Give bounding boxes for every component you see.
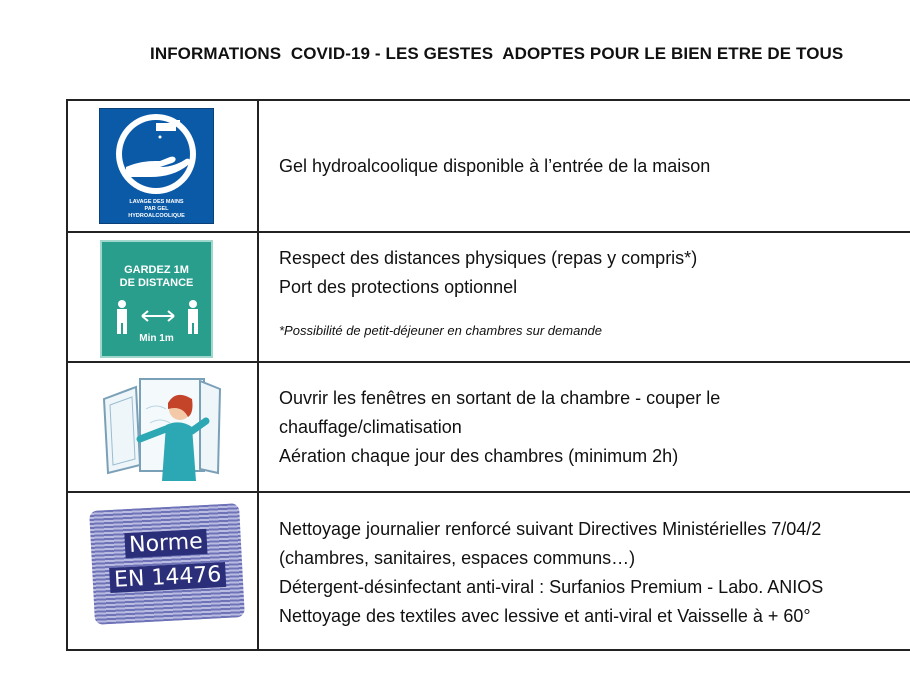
table-row bbox=[68, 493, 910, 651]
social-distance-icon: GARDEZ 1M DE DISTANCE Min 1m bbox=[100, 240, 213, 358]
footnote: *Possibilité de petit-déjeuner en chambres sur demande bbox=[279, 323, 603, 338]
hand-gel-icon: LAVAGE DES MAINS PAR GEL HYDROALCOOLIQUE bbox=[99, 108, 214, 224]
rule-text: Nettoyage des textiles avec lessive et anti-viral et Vaisselle à + 60° bbox=[279, 606, 811, 626]
page-title: INFORMATIONS COVID-19 - LES GESTES ADOPTES POUR LE BIEN ETRE DE TOUS bbox=[150, 44, 844, 63]
table-row bbox=[68, 363, 910, 493]
norme-stamp-icon: Norme EN 14476 bbox=[89, 503, 245, 625]
rule-text: Port des protections optionnel bbox=[279, 277, 518, 297]
open-window-icon bbox=[96, 369, 226, 487]
table-row bbox=[68, 101, 910, 233]
rule-text: chauffage/climatisation bbox=[279, 417, 462, 437]
rule-text: Gel hydroalcoolique disponible à l’entrée de la maison bbox=[279, 156, 711, 176]
rule-text: Nettoyage journalier renforcé suivant Directives Ministérielles 7/04/2 bbox=[279, 519, 822, 539]
rule-text: Respect des distances physiques (repas y compris*) bbox=[279, 248, 698, 268]
table-row bbox=[68, 233, 910, 363]
rule-text: Ouvrir les fenêtres en sortant de la chambre - couper le bbox=[279, 388, 721, 408]
rule-text: Détergent-désinfectant anti-viral : Surfanios Premium - Labo. ANIOS bbox=[279, 577, 824, 597]
rule-text: Aération chaque jour des chambres (minimum 2h) bbox=[279, 446, 679, 466]
rules-table bbox=[66, 99, 910, 651]
rule-text: (chambres, sanitaires, espaces communs…) bbox=[279, 548, 636, 568]
